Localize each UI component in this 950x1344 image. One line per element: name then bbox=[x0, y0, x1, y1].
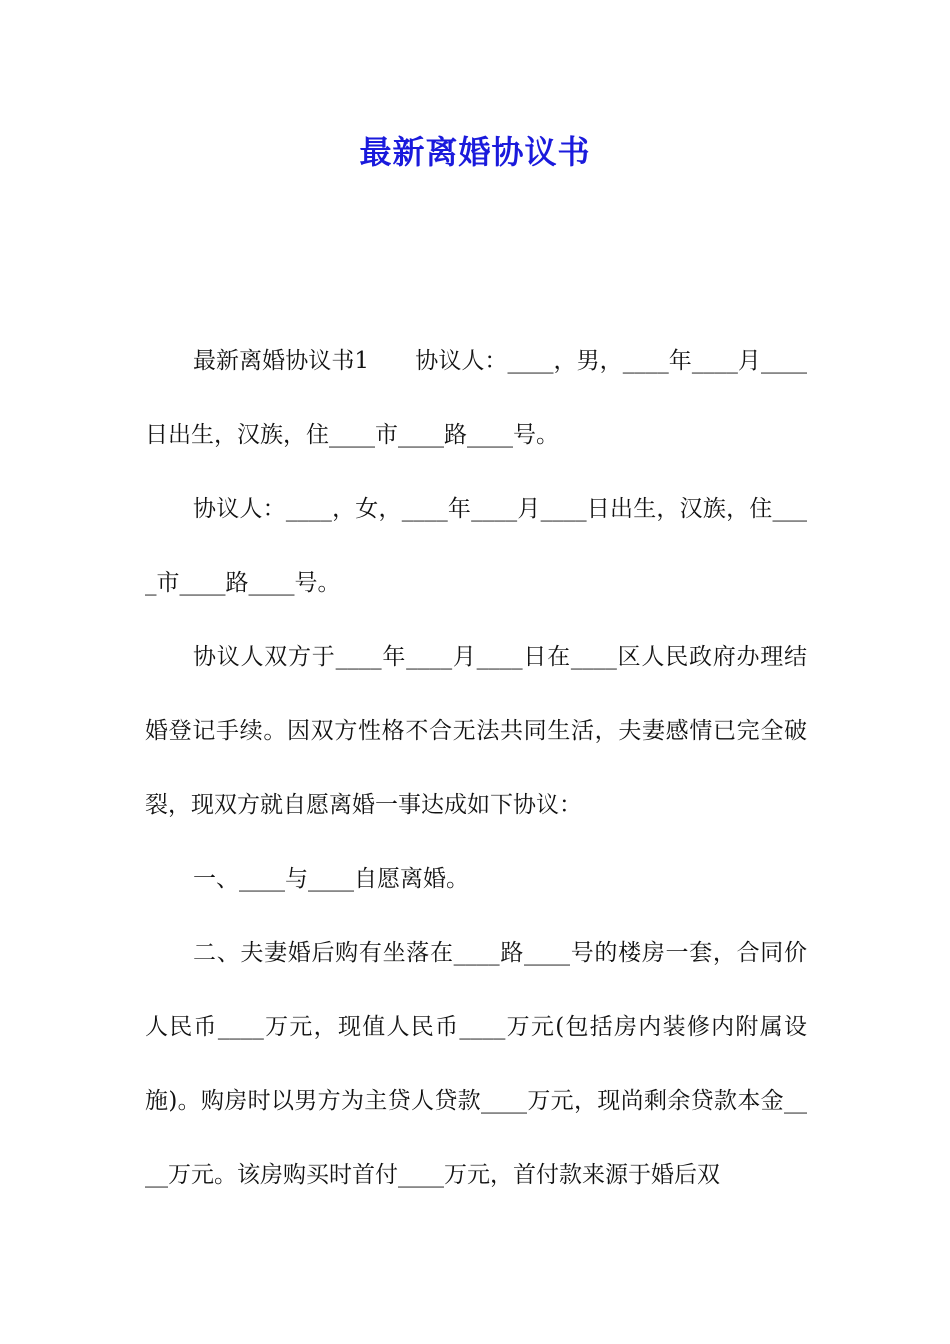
paragraph-clause-one: 一、____与____自愿离婚。 bbox=[193, 866, 469, 892]
paragraph-party-female: 协议人：____，女，____年____月____日出生，汉族，住____市____路____号。 bbox=[145, 496, 807, 596]
paragraph-intro-party-male: 最新离婚协议书1 协议人：____，男，____年____月____日出生，汉族，住____市____路____号。 bbox=[145, 348, 807, 448]
document-title: 最新离婚协议书 bbox=[359, 133, 591, 171]
document-body bbox=[145, 324, 807, 1212]
paragraph-marriage-registration: 协议人双方于____年____月____日在____区人民政府办理结婚登记手续。因双方性格不合无法共同生活，夫妻感情已完全破裂，现双方就自愿离婚一事达成如下协议： bbox=[145, 644, 807, 818]
paragraph-clause-two: 二、夫妻婚后购有坐落在____路____号的楼房一套，合同价人民币____万元，现值人民币____万元(包括房内装修内附属设施)。购房时以男方为主贷人贷款____万元，现尚剩余贷款本金____万元。该房购买时首付____万元，首付款来源于婚后双 bbox=[145, 940, 807, 1188]
